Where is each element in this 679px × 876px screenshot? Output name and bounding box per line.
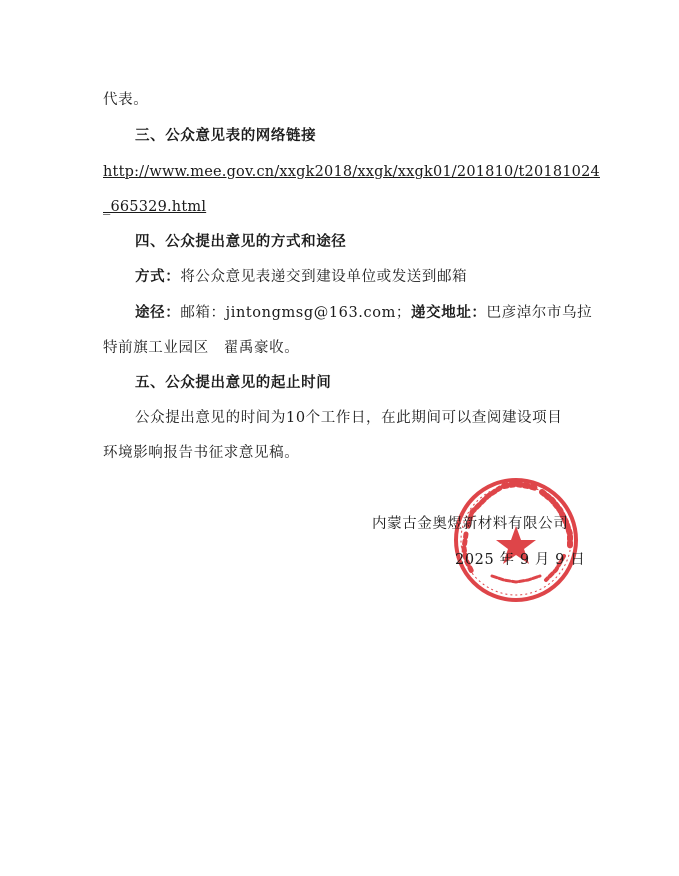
heading-section-3: 三、公众意见表的网络链接 (135, 127, 317, 144)
period-text-line1: 公众提出意见的时间为10个工作日，在此期间可以查阅建设项目 (135, 410, 563, 426)
heading-section-4: 四、公众提出意见的方式和途径 (135, 233, 347, 250)
company-seal-stamp (452, 476, 580, 604)
method-paragraph (135, 267, 467, 287)
company-signature: 内蒙古金奥煜新材料有限公司 (372, 516, 569, 532)
text-line-daibiao: 代表。 (103, 92, 149, 108)
route-address-line2: 特前旗工业园区 翟禹豪收。 (103, 340, 300, 356)
route-email: 邮箱：jintongmsg@163.com； (180, 305, 412, 321)
form-link-part2[interactable]: _665329.html (103, 199, 207, 215)
route-paragraph (135, 303, 592, 323)
method-label: 方式： (135, 268, 181, 285)
route-address-text: 巴彦淖尔市乌拉 (486, 305, 593, 321)
route-label: 途径： (135, 304, 181, 321)
heading-section-5: 五、公众提出意见的起止时间 (135, 374, 332, 391)
route-address-label: 递交地址： (411, 304, 487, 321)
signature-date: 2025 年 9 月 9 日 (455, 552, 586, 568)
method-text: 将公众意见表递交到建设单位或发送到邮箱 (180, 269, 468, 285)
form-link-part1[interactable]: http://www.mee.gov.cn/xxgk2018/xxgk/xxgk01/201810/t20181024 (103, 164, 600, 180)
period-text-line2: 环境影响报告书征求意见稿。 (103, 445, 300, 461)
